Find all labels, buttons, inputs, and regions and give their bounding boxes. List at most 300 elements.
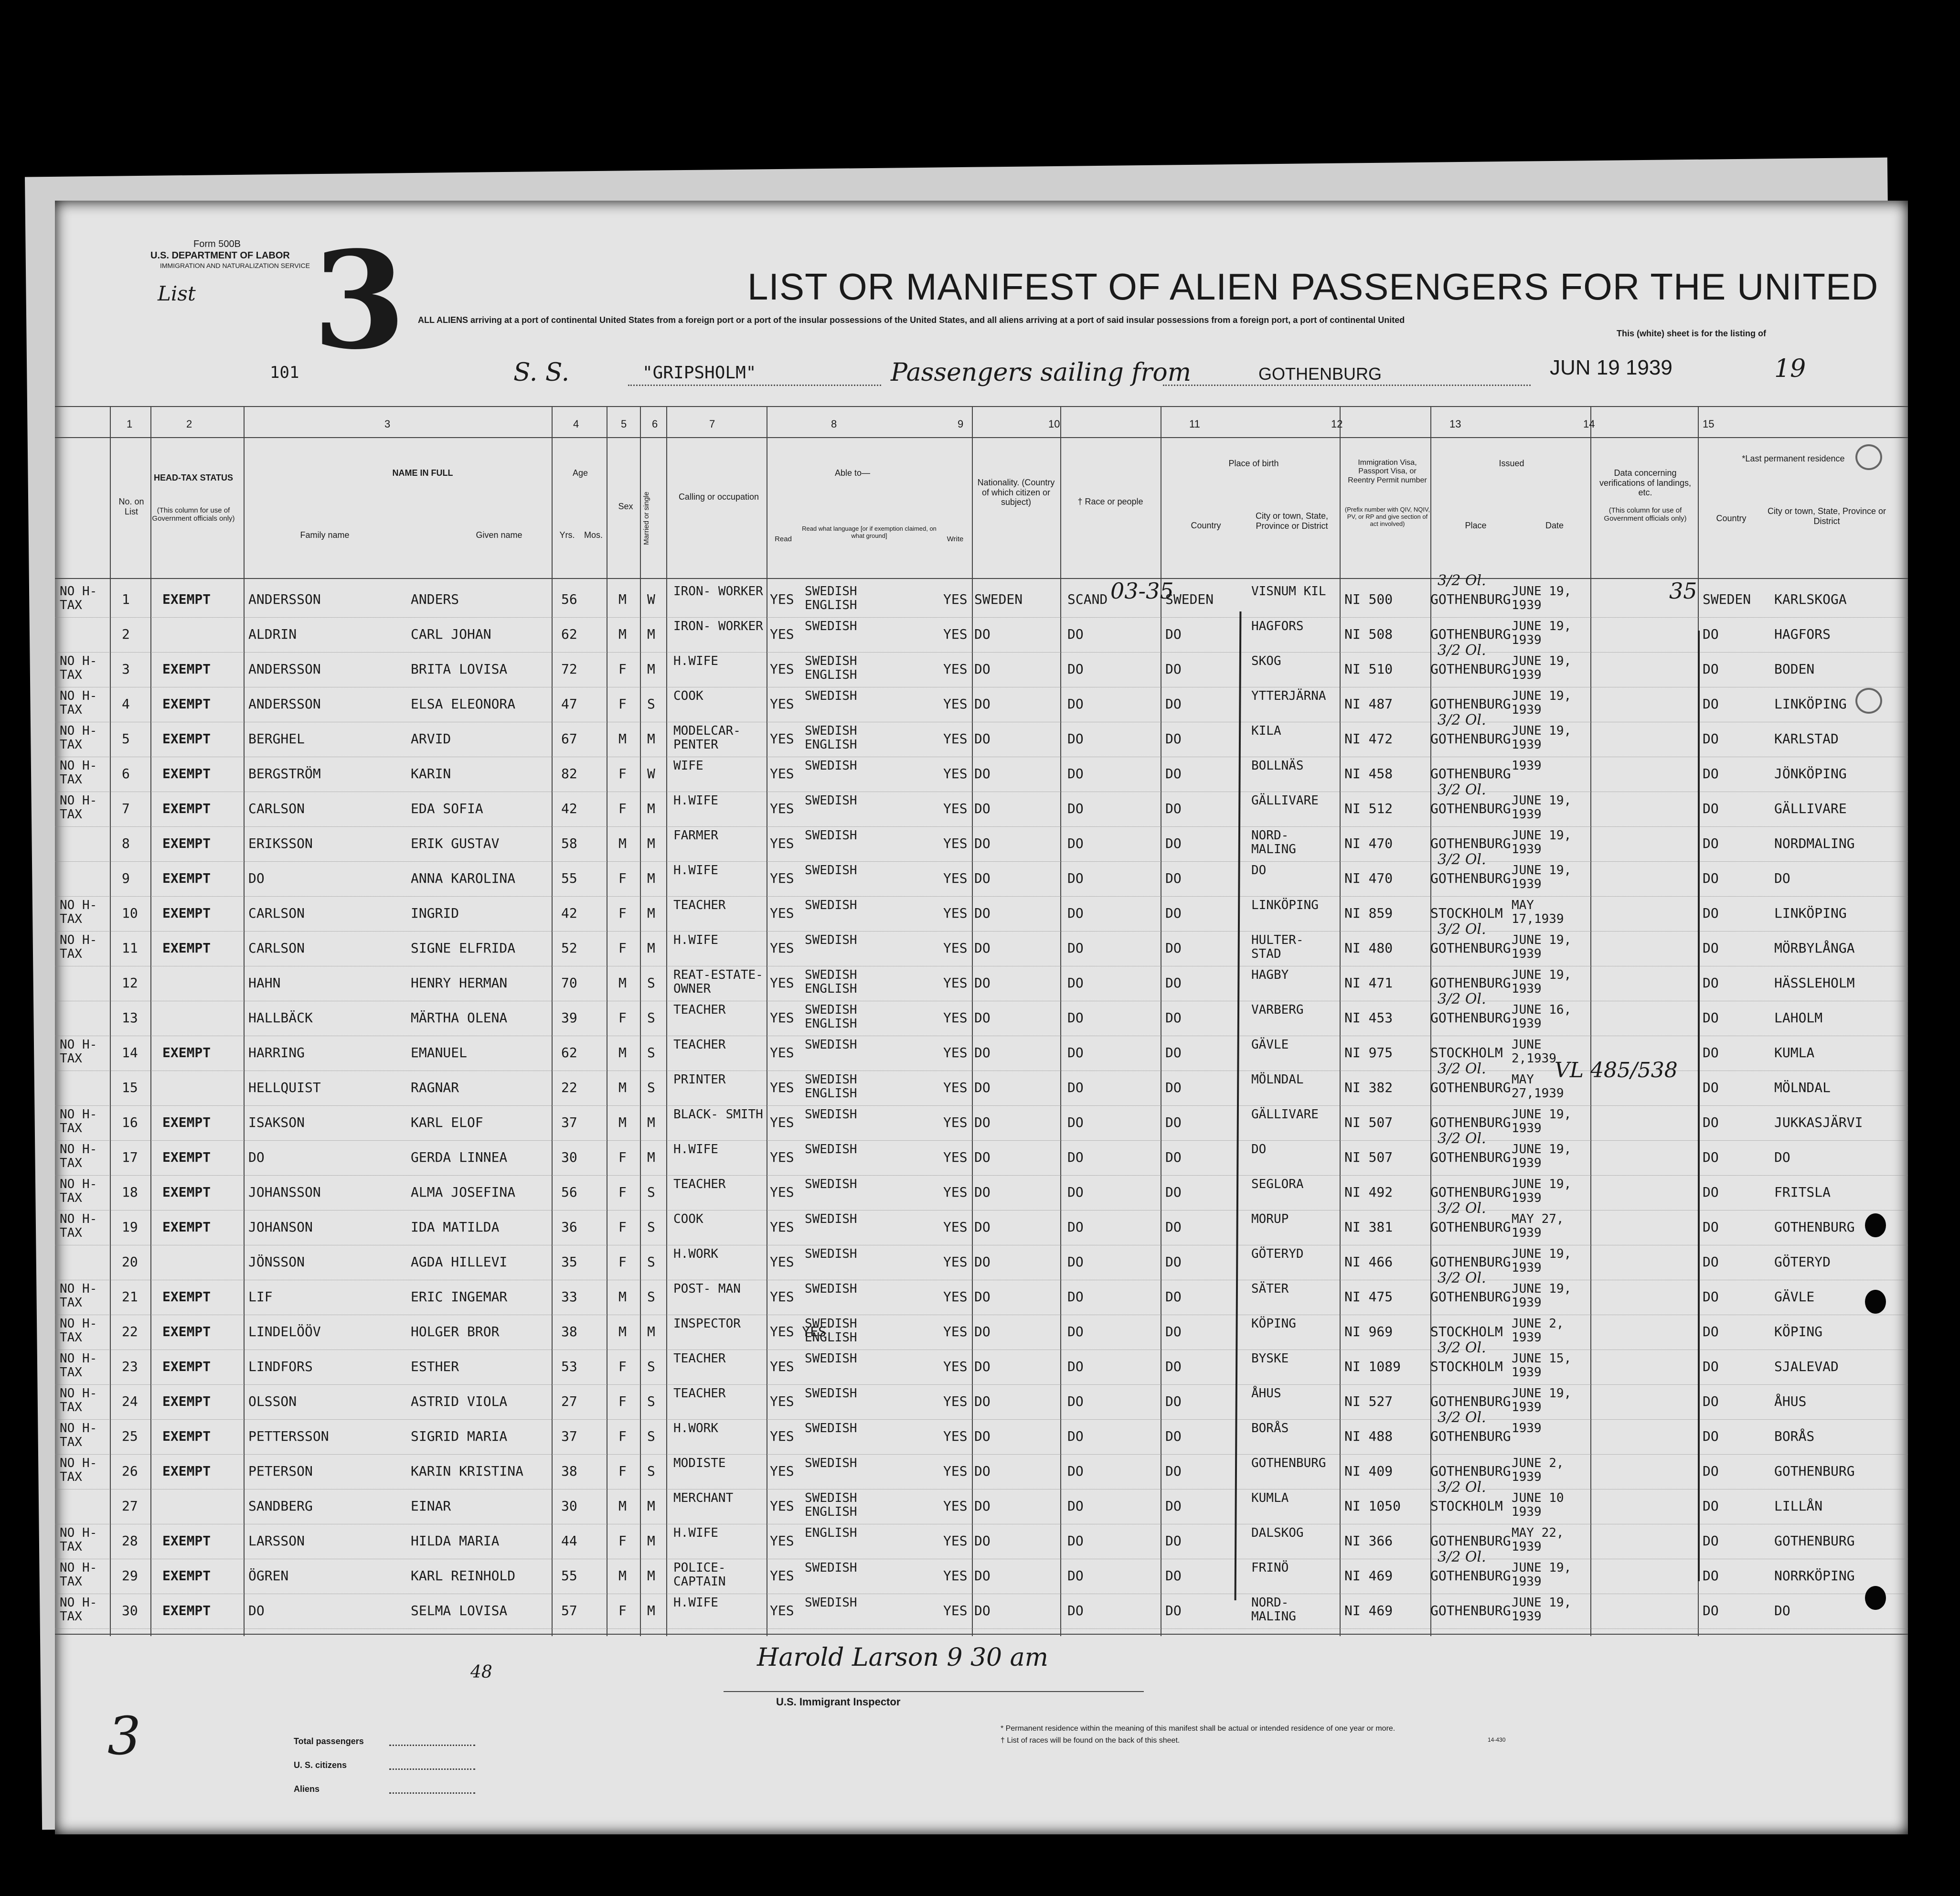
row-read-language: ENGLISH (805, 1526, 857, 1540)
ship-name: "GRIPSHOLM" (642, 363, 756, 383)
header-age-mos: Mos. (584, 530, 603, 540)
row-residence-country: DO (1703, 1045, 1719, 1060)
row-birth-country: DO (1165, 1149, 1182, 1165)
row-marital-status: M (647, 870, 655, 886)
row-read-language: SWEDISH ENGLISH (805, 584, 857, 612)
row-age: 27 (561, 1393, 577, 1409)
row-residence-country: DO (1703, 696, 1719, 712)
row-number: 30 (122, 1603, 138, 1618)
row-given-name: ELSA ELEONORA (411, 696, 516, 712)
row-number: 21 (122, 1289, 138, 1305)
row-head-tax-note: NO H-TAX (60, 1317, 97, 1345)
handwritten-note-row14: VL 485/538 (1555, 1058, 1678, 1082)
row-nationality: DO (974, 1533, 991, 1549)
table-row (55, 1549, 1908, 1594)
row-read-language: SWEDISH (805, 1142, 857, 1157)
row-read-language: SWEDISH (805, 1421, 857, 1435)
row-can-write: YES (943, 731, 968, 747)
row-can-write: YES (943, 1324, 968, 1339)
row-sex: F (618, 1463, 627, 1479)
row-residence-country: DO (1703, 1463, 1719, 1479)
row-marital-status: S (647, 1393, 655, 1409)
row-race: DO (1067, 766, 1084, 782)
row-can-read: YES (770, 1219, 794, 1235)
row-residence-city: GOTHENBURG (1774, 1219, 1855, 1235)
row-can-read: YES (770, 1603, 794, 1618)
row-head-tax-note: NO H-TAX (60, 1142, 97, 1170)
row-marital-status: M (647, 1498, 655, 1514)
punch-hole-2 (1865, 1290, 1886, 1314)
row-nationality: DO (974, 1568, 991, 1584)
handwritten-count: 48 (470, 1662, 492, 1682)
row-issued-place: GOTHENBURG (1430, 1533, 1511, 1549)
row-issued-date: JUNE 19, 1939 (1512, 1596, 1572, 1624)
row-can-read: YES YES (770, 1324, 827, 1339)
ss-label: S. S. (513, 358, 570, 387)
row-can-read: YES (770, 731, 794, 747)
row-race: DO (1067, 696, 1084, 712)
row-read-language: SWEDISH (805, 828, 857, 843)
row-marital-status: S (647, 1428, 655, 1444)
row-head-tax-status: EXEMPT (162, 1533, 211, 1549)
row-birth-country: DO (1165, 1010, 1182, 1026)
row-sex: M (618, 731, 627, 747)
row-occupation: TEACHER (673, 1038, 726, 1052)
row-birth-country: DO (1165, 626, 1182, 642)
row-birth-country: DO (1165, 1359, 1182, 1374)
row-occupation: POST- MAN (673, 1282, 741, 1296)
colnum-15: 15 (1703, 418, 1715, 430)
row-head-tax-status: EXEMPT (162, 1463, 211, 1479)
row-residence-city: ÅHUS (1774, 1393, 1807, 1409)
row-occupation: COOK (673, 689, 703, 703)
row-birth-city: DO (1251, 1142, 1267, 1157)
colnum-7: 7 (709, 418, 715, 430)
row-given-name: ANNA KAROLINA (411, 870, 516, 886)
row-sex: M (618, 1289, 627, 1305)
header-age-yrs: Yrs. (559, 530, 575, 540)
row-race: SCAND (1067, 591, 1108, 607)
table-row (55, 1455, 1908, 1489)
row-number: 28 (122, 1533, 138, 1549)
aliens-label: Aliens (294, 1784, 320, 1794)
row-read-language: SWEDISH (805, 689, 857, 703)
row-birth-city: DO (1251, 863, 1267, 878)
row-number: 13 (122, 1010, 138, 1026)
row-family-name: JOHANSSON (248, 1184, 321, 1200)
row-number: 8 (122, 836, 130, 851)
row-marital-status: S (647, 1463, 655, 1479)
row-age: 38 (561, 1463, 577, 1479)
row-number: 27 (122, 1498, 138, 1514)
row-birth-city: GOTHENBURG (1251, 1456, 1326, 1470)
table-row (55, 991, 1908, 1036)
row-family-name: BERGHEL (248, 731, 305, 747)
colnum-4: 4 (573, 418, 579, 430)
row-nationality: DO (974, 1463, 991, 1479)
row-occupation: MERCHANT (673, 1491, 734, 1505)
row-issued-place: GOTHENBURG (1430, 591, 1511, 607)
row-rule (55, 1628, 1908, 1629)
row-number: 20 (122, 1254, 138, 1270)
row-birth-city: ÅHUS (1251, 1386, 1281, 1401)
row-age: 58 (561, 836, 577, 851)
row-birth-city: HAGBY (1251, 968, 1289, 982)
row-number: 14 (122, 1045, 138, 1060)
row-visa-number: NI 507 (1344, 1149, 1393, 1165)
row-marital-status: M (647, 1324, 655, 1339)
row-issued-date: JUNE 19, 1939 (1512, 1561, 1572, 1589)
row-sex: F (618, 905, 627, 921)
row-issued-place: GOTHENBURG (1430, 626, 1511, 642)
row-visa-number: NI 480 (1344, 940, 1393, 956)
row-family-name: CARLSON (248, 905, 305, 921)
row-head-tax-note: NO H-TAX (60, 1526, 97, 1554)
row-age: 53 (561, 1359, 577, 1374)
row-race: DO (1067, 661, 1084, 677)
service-label: IMMIGRATION AND NATURALIZATION SERVICE (160, 262, 310, 269)
row-visa-number: NI 458 (1344, 766, 1393, 782)
row-head-tax-status: EXEMPT (162, 905, 211, 921)
us-citizens-label: U. S. citizens (294, 1760, 347, 1770)
row-marital-status: M (647, 1533, 655, 1549)
row-occupation: H.WIFE (673, 933, 718, 947)
row-sex: F (618, 1428, 627, 1444)
header-residence-country: Country (1716, 514, 1747, 523)
table-row (55, 757, 1908, 792)
row-age: 42 (561, 801, 577, 816)
table-row (55, 827, 1908, 862)
row-issued-place: STOCKHOLM (1430, 1498, 1503, 1514)
row-nationality: DO (974, 696, 991, 712)
row-age: 57 (561, 1603, 577, 1618)
row-race: DO (1067, 1428, 1084, 1444)
row-family-name: DO (248, 870, 265, 886)
row-given-name: AGDA HILLEVI (411, 1254, 508, 1270)
row-residence-city: GOTHENBURG (1774, 1463, 1855, 1479)
row-visa-number: NI 471 (1344, 975, 1393, 991)
table-top-rule (55, 406, 1908, 407)
row-residence-country: DO (1703, 1428, 1719, 1444)
row-family-name: ISAKSON (248, 1114, 305, 1130)
row-visa-number: NI 469 (1344, 1603, 1393, 1618)
header-read: Read (775, 535, 792, 543)
row-head-tax-note: NO H-TAX (60, 1561, 97, 1589)
row-can-read: YES (770, 1045, 794, 1060)
row-residence-country: DO (1703, 1498, 1719, 1514)
row-visa-number: NI 492 (1344, 1184, 1393, 1200)
row-head-tax-note: NO H-TAX (60, 584, 97, 612)
row-birth-city: HAGFORS (1251, 619, 1304, 633)
row-birth-country: DO (1165, 1603, 1182, 1618)
header-write: Write (947, 535, 964, 543)
row-number: 25 (122, 1428, 138, 1444)
row-age: 55 (561, 870, 577, 886)
row-can-read: YES (770, 1463, 794, 1479)
row-issued-date: JUNE 19, 1939 (1512, 968, 1572, 996)
row-read-language: SWEDISH (805, 898, 857, 912)
row-visa-number: NI 510 (1344, 661, 1393, 677)
row-birth-city: SÄTER (1251, 1282, 1289, 1296)
row-visa-number: NI 469 (1344, 1568, 1393, 1584)
row-race: DO (1067, 940, 1084, 956)
row-issued-place: GOTHENBURG (1430, 1080, 1511, 1095)
row-birth-city: SEGLORA (1251, 1177, 1304, 1191)
row-can-write: YES (943, 905, 968, 921)
row-can-read: YES (770, 696, 794, 712)
row-nationality: DO (974, 1498, 991, 1514)
header-visa-note: (Prefix number with QIV, NQIV, PV, or RP and give section of act involved) (1344, 506, 1430, 527)
colnum-rule (55, 437, 1908, 438)
row-read-language: SWEDISH (805, 793, 857, 808)
row-birth-city: MÖLNDAL (1251, 1072, 1304, 1087)
row-race: DO (1067, 1533, 1084, 1549)
row-race: DO (1067, 1254, 1084, 1270)
row-race: DO (1067, 1149, 1084, 1165)
row-occupation: REAT-ESTATE- OWNER (673, 968, 763, 996)
row-marital-status: S (647, 1184, 655, 1200)
row-nationality: DO (974, 661, 991, 677)
row-can-read: YES (770, 1114, 794, 1130)
header-head-tax-note: (This column for use of Government officials only) (152, 506, 235, 523)
row-number: 2 (122, 626, 130, 642)
row-family-name: LINDFORS (248, 1359, 313, 1374)
row-residence-city: FRITSLA (1774, 1184, 1831, 1200)
row-marital-status: M (647, 940, 655, 956)
row-number: 19 (122, 1219, 138, 1235)
table-row (55, 642, 1908, 687)
row-head-tax-status: EXEMPT (162, 591, 211, 607)
row-age: 47 (561, 696, 577, 712)
row-occupation: MODISTE (673, 1456, 726, 1470)
row-occupation: POLICE- CAPTAIN (673, 1561, 726, 1589)
table-row (55, 1409, 1908, 1455)
row-age: 67 (561, 731, 577, 747)
row-residence-city: DO (1774, 1603, 1790, 1618)
row-issued-date: 1939 (1512, 1421, 1542, 1435)
row-sex: F (618, 940, 627, 956)
row-can-write: YES (943, 1219, 968, 1235)
row-residence-country: DO (1703, 940, 1719, 956)
row-residence-city: JUKKASJÄRVI (1774, 1114, 1863, 1130)
date-stamp: JUN 19 1939 (1550, 356, 1672, 379)
row-nationality: DO (974, 1010, 991, 1026)
row-head-tax-note: NO H-TAX (60, 933, 97, 961)
row-occupation: MODELCAR- PENTER (673, 724, 741, 752)
header-head-tax: HEAD-TAX STATUS (154, 473, 233, 482)
row-marital-status: M (647, 661, 655, 677)
row-can-read: YES (770, 766, 794, 782)
row-residence-country: DO (1703, 1603, 1719, 1618)
manifest-sheet (55, 201, 1908, 1834)
row-can-read: YES (770, 1010, 794, 1026)
row-read-language: SWEDISH (805, 1596, 857, 1610)
row-family-name: HALLBÄCK (248, 1010, 313, 1026)
row-head-tax-status: EXEMPT (162, 1184, 211, 1200)
row-residence-country: DO (1703, 1359, 1719, 1374)
row-age: 56 (561, 1184, 577, 1200)
row-nationality: DO (974, 1045, 991, 1060)
row-residence-country: DO (1703, 1010, 1719, 1026)
row-issued-date: MAY 17,1939 (1512, 898, 1564, 926)
row-can-write: YES (943, 801, 968, 816)
total-passengers-leader (389, 1745, 475, 1746)
row-family-name: HARRING (248, 1045, 305, 1060)
row-residence-city: SJALEVAD (1774, 1359, 1839, 1374)
row-occupation: H.WIFE (673, 1526, 718, 1540)
row-nationality: DO (974, 1289, 991, 1305)
row-birth-country: DO (1165, 766, 1182, 782)
row-birth-country: DO (1165, 905, 1182, 921)
row-race: DO (1067, 1393, 1084, 1409)
table-row (55, 1176, 1908, 1210)
table-row (55, 1130, 1908, 1176)
row-residence-city: LAHOLM (1774, 1010, 1823, 1026)
row-head-tax-status: EXEMPT (162, 940, 211, 956)
row-visa-number: NI 975 (1344, 1045, 1393, 1060)
row-sex: M (618, 836, 627, 851)
row-birth-country: DO (1165, 1324, 1182, 1339)
row-number: 12 (122, 975, 138, 991)
row-can-read: YES (770, 905, 794, 921)
row-family-name: CARLSON (248, 940, 305, 956)
row-family-name: ANDERSSON (248, 696, 321, 712)
row-number: 5 (122, 731, 130, 747)
row-marital-status: S (647, 1254, 655, 1270)
row-given-name: CARL JOHAN (411, 626, 491, 642)
list-label: List (158, 282, 196, 305)
inspector-signature: Harold Larson 9 30 am (757, 1643, 1048, 1672)
row-issued-place: GOTHENBURG (1430, 1184, 1511, 1200)
row-given-name: GERDA LINNEA (411, 1149, 508, 1165)
row-head-tax-note: NO H-TAX (60, 898, 97, 926)
row-issued-date: JUNE 19, 1939 (1512, 1247, 1572, 1275)
row-issued-place: GOTHENBURG (1430, 1603, 1511, 1618)
colnum-13: 13 (1449, 418, 1461, 430)
row-number: 17 (122, 1149, 138, 1165)
row-number: 11 (122, 940, 138, 956)
row-occupation: H.WIFE (673, 1596, 718, 1610)
row-can-write: YES (943, 1289, 968, 1305)
row-birth-country: DO (1165, 1463, 1182, 1479)
row-issued-place: GOTHENBURG (1430, 870, 1511, 886)
handwritten-visa-mark: 3/2 Ol. (1438, 782, 1486, 798)
row-residence-city: LILLÅN (1774, 1498, 1823, 1514)
row-nationality: DO (974, 1184, 991, 1200)
row-residence-country: DO (1703, 801, 1719, 816)
row-issued-place: GOTHENBURG (1430, 696, 1511, 712)
row-issued-place: GOTHENBURG (1430, 1289, 1511, 1305)
row-nationality: DO (974, 836, 991, 851)
aliens-leader (389, 1792, 475, 1794)
row-issued-date: MAY 27, 1939 (1512, 1212, 1564, 1240)
row-occupation: INSPECTOR (673, 1317, 741, 1331)
row-nationality: DO (974, 1080, 991, 1095)
row-marital-status: S (647, 1010, 655, 1026)
row-marital-status: W (647, 591, 655, 607)
row-head-tax-note: NO H-TAX (60, 1351, 97, 1380)
row-read-language: SWEDISH (805, 1177, 857, 1191)
row-visa-number: NI 507 (1344, 1114, 1393, 1130)
row-occupation: H.WIFE (673, 654, 718, 668)
table-bottom-rule (55, 1634, 1908, 1635)
row-can-write: YES (943, 1533, 968, 1549)
row-sex: F (618, 696, 627, 712)
row-residence-country: DO (1703, 1254, 1719, 1270)
row-occupation: H.WIFE (673, 793, 718, 808)
colnum-2: 2 (186, 418, 192, 430)
row-age: 72 (561, 661, 577, 677)
row-sex: F (618, 1254, 627, 1270)
row-birth-country: DO (1165, 1114, 1182, 1130)
row-issued-place: GOTHENBURG (1430, 731, 1511, 747)
header-verifications-note: (This column for use of Government officials only) (1604, 506, 1687, 523)
header-birth-country: Country (1191, 521, 1221, 530)
row-issued-date: JUNE 19, 1939 (1512, 828, 1572, 857)
row-race: DO (1067, 1603, 1084, 1618)
row-can-write: YES (943, 1080, 968, 1095)
row-can-read: YES (770, 1254, 794, 1270)
row-visa-number: NI 366 (1344, 1533, 1393, 1549)
us-citizens-leader (389, 1768, 475, 1770)
row-visa-number: NI 453 (1344, 1010, 1393, 1026)
inspector-label: U.S. Immigrant Inspector (776, 1696, 901, 1708)
row-can-read: YES (770, 1289, 794, 1305)
row-given-name: EDA SOFIA (411, 801, 483, 816)
header-last-residence: *Last permanent residence (1742, 454, 1845, 463)
row-birth-city: GÄVLE (1251, 1038, 1289, 1052)
row-birth-country: DO (1165, 940, 1182, 956)
row-birth-country: DO (1165, 1080, 1182, 1095)
row-sex: F (618, 801, 627, 816)
row-birth-city: NORD- MALING (1251, 828, 1296, 857)
row-sex: F (618, 1393, 627, 1409)
handwritten-visa-mark: 3/2 Ol. (1438, 1339, 1486, 1356)
row-can-write: YES (943, 1568, 968, 1584)
row-given-name: MÄRTHA OLENA (411, 1010, 508, 1026)
manifest-subtitle: ALL ALIENS arriving at a port of continental United States from a foreign port or a port of the insular possessions of the United States, and all aliens arriving at a port of said insular possessions from a foreign port, a port of continental United (418, 315, 1405, 325)
row-can-write: YES (943, 1359, 968, 1374)
colnum-11: 11 (1189, 418, 1200, 430)
row-can-write: YES (943, 1149, 968, 1165)
row-marital-status: M (647, 1603, 655, 1618)
row-issued-date: JUNE 19, 1939 (1512, 793, 1572, 822)
row-can-read: YES (770, 1359, 794, 1374)
header-race: † Race or people (1077, 497, 1143, 506)
row-family-name: ALDRIN (248, 626, 297, 642)
row-given-name: HENRY HERMAN (411, 975, 508, 991)
row-residence-city: LINKÖPING (1774, 696, 1847, 712)
row-nationality: DO (974, 940, 991, 956)
row-occupation: BLACK- SMITH (673, 1107, 763, 1122)
row-can-read: YES (770, 870, 794, 886)
row-issued-place: GOTHENBURG (1430, 1010, 1511, 1026)
row-age: 62 (561, 626, 577, 642)
row-residence-country: DO (1703, 975, 1719, 991)
row-number: 6 (122, 766, 130, 782)
row-marital-status: S (647, 1080, 655, 1095)
row-can-read: YES (770, 1568, 794, 1584)
table-row (55, 1200, 1908, 1245)
row-marital-status: S (647, 696, 655, 712)
row-race: DO (1067, 905, 1084, 921)
row-can-write: YES (943, 696, 968, 712)
stray-mark: 101 (270, 363, 299, 382)
row-given-name: ALMA JOSEFINA (411, 1184, 516, 1200)
row-given-name: IDA MATILDA (411, 1219, 500, 1235)
row-can-write: YES (943, 766, 968, 782)
table-row (55, 1245, 1908, 1280)
